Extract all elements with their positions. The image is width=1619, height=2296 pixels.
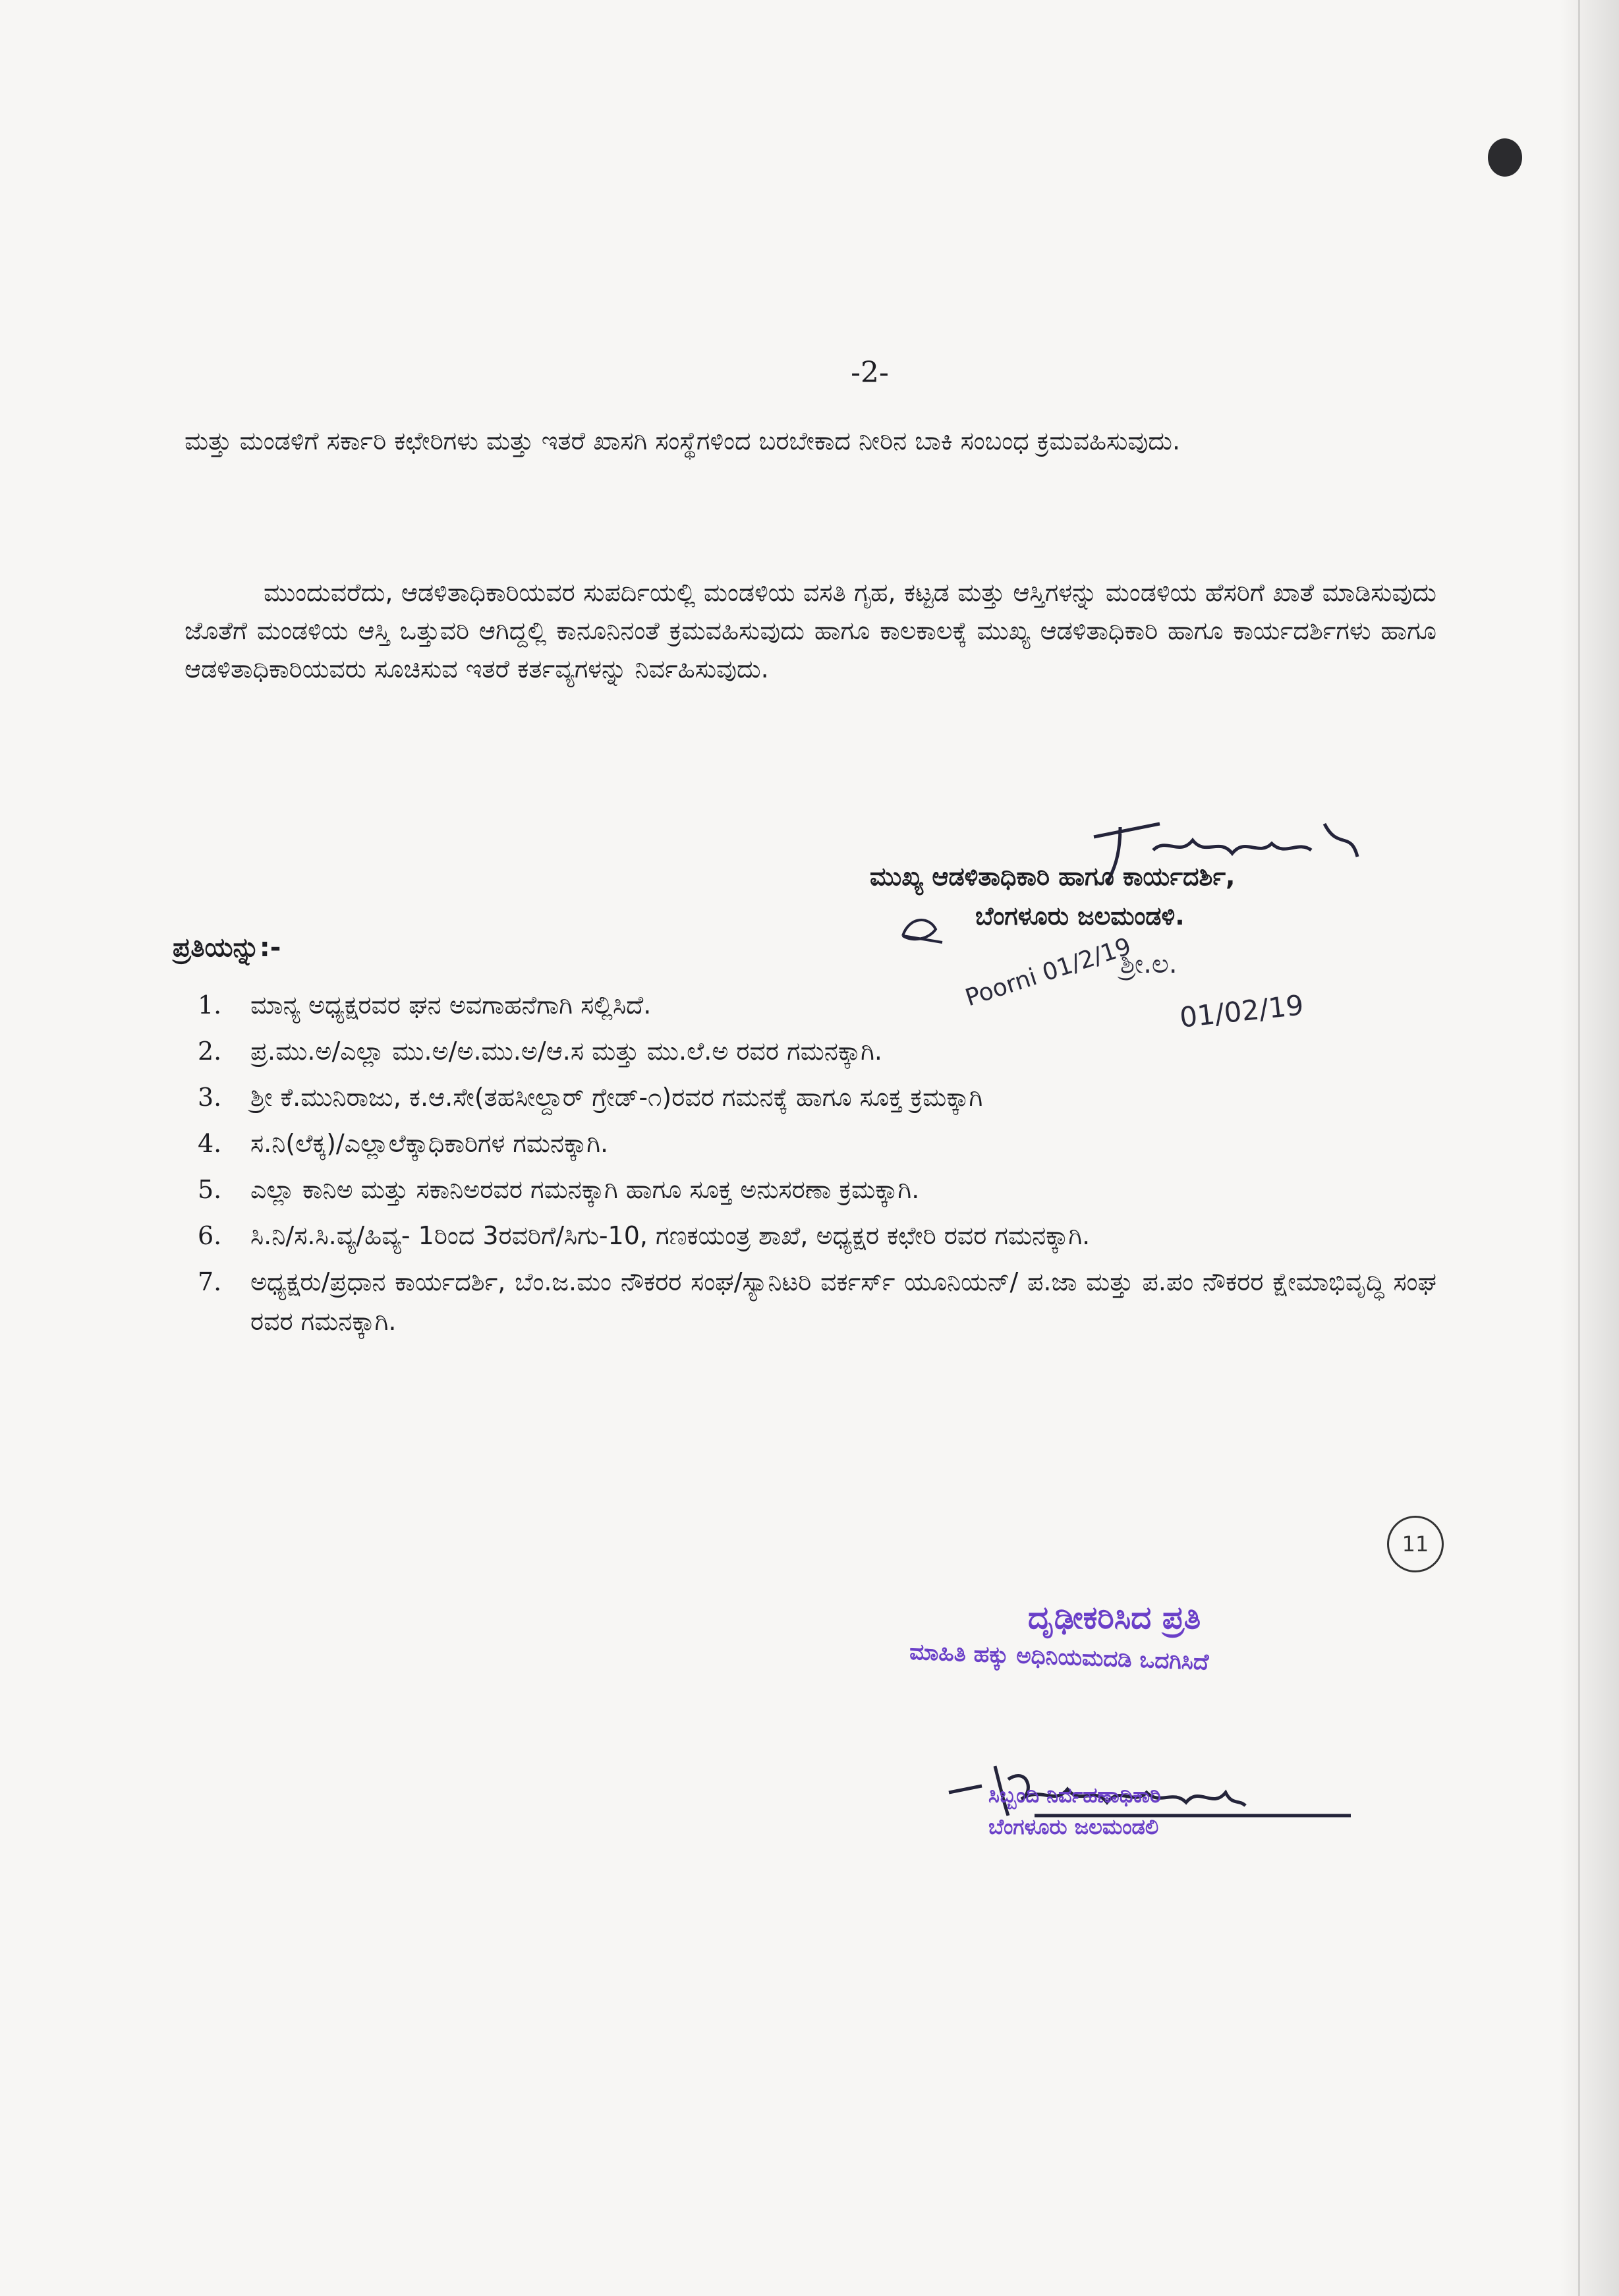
list-item — [198, 1262, 1436, 1341]
list-item — [198, 1031, 1436, 1071]
list-item-text: ಅಧ್ಯಕ್ಷರು/ಪ್ರಧಾನ ಕಾರ್ಯದರ್ಶಿ, ಬೆಂ.ಜ.ಮಂ ನೌಕರರ ಸಂಘ/ಸ್ಯಾನಿಟರಿ ವರ್ಕರ್ಸ್ ಯೂನಿಯನ್/ ಪ.ಜಾ ಮತ್ತು ಪ.ಪಂ ನೌಕರರ ಕ್ಷೇಮಾಭಿವೃದ್ಧಿ ಸಂಘ ರವರ ಗಮನಕ್ಕಾಗಿ. — [250, 1267, 1436, 1336]
list-item — [198, 1124, 1436, 1163]
page-number: -2- — [851, 356, 889, 389]
paragraph-main: ಮುಂದುವರೆದು, ಆಡಳಿತಾಧಿಕಾರಿಯವರ ಸುಪರ್ದಿಯಲ್ಲಿ ಮಂಡಳಿಯ ವಸತಿ ಗೃಹ, ಕಟ್ಟಡ ಮತ್ತು ಆಸ್ತಿಗಳನ್ನು ಮಂಡಳಿಯ ಹೆಸರಿಗೆ ಖಾತೆ ಮಾಡಿಸುವುದು ಜೊತೆಗೆ ಮಂಡಳಿಯ ಆಸ್ತಿ ಒತ್ತುವರಿ ಆಗಿದ್ದಲ್ಲಿ ಕಾನೂನಿನಂತೆ ಕ್ರಮವಹಿಸುವುದು ಹಾಗೂ ಕಾಲಕಾಲಕ್ಕೆ ಮುಖ್ಯ ಆಡಳಿತಾಧಿಕಾರಿ ಹಾಗೂ ಕಾರ್ಯದರ್ಶಿಗಳು ಹಾಗೂ ಆಡಳಿತಾಧಿಕಾರಿಯವರು ಸೂಚಿಸುವ ಇತರೆ ಕರ್ತವ್ಯಗಳನ್ನು ನಿರ್ವಹಿಸುವುದು. — [185, 578, 1436, 683]
certified-copy-stamp — [909, 1595, 1410, 1680]
list-item-number: 1. — [198, 990, 222, 1019]
list-item-text: ಪ್ರ.ಮು.ಅ/ಎಲ್ಲಾ ಮು.ಅ/ಅ.ಮು.ಅ/ಆ.ಸ ಮತ್ತು ಮು.ಲೆ.ಅ ರವರ ಗಮನಕ್ಕಾಗಿ. — [250, 1037, 882, 1066]
initials-scribble-icon — [896, 909, 949, 949]
signatory-office: ಬೆಂಗಳೂರು ಜಲಮಂಡಳಿ. — [975, 902, 1185, 931]
circled-page-marker: 11 — [1387, 1516, 1444, 1572]
list-item — [198, 1077, 1436, 1117]
stamp-subtitle: ಮಾಹಿತಿ ಹಕ್ಕು ಅಧಿನಿಯಮದಡಿ ಒದಗಿಸಿದೆ — [909, 1638, 1209, 1676]
signatory-designation: ಮುಖ್ಯ ಆಡಳಿತಾಧಿಕಾರಿ ಹಾಗೂ ಕಾರ್ಯದರ್ಶಿ, — [870, 862, 1236, 891]
list-item-number: 6. — [198, 1221, 222, 1250]
paragraph-continued: ಮತ್ತು ಮಂಡಳಿಗೆ ಸರ್ಕಾರಿ ಕಛೇರಿಗಳು ಮತ್ತು ಇತರೆ ಖಾಸಗಿ ಸಂಸ್ಥೆಗಳಿಂದ ಬರಬೇಕಾದ ನೀರಿನ ಬಾಕಿ ಸಂಬಂಧ ಕ್ರಮವಹಿಸುವುದು. — [185, 426, 1181, 455]
copies-heading: ಪ್ರತಿಯನ್ನು:- — [173, 933, 281, 963]
initials-handwritten-note: Poorni 01/2/19 — [962, 933, 1135, 1012]
page-edge-shadow — [1560, 0, 1619, 2296]
list-item-number: 5. — [198, 1175, 222, 1204]
list-item — [198, 985, 1436, 1025]
list-item-number: 4. — [198, 1129, 222, 1158]
list-item-text: ಶ್ರೀ ಕೆ.ಮುನಿರಾಜು, ಕ.ಆ.ಸೇ(ತಹಸೀಲ್ದಾರ್ ಗ್ರೇಡ್-೧)ರವರ ಗಮನಕ್ಕೆ ಹಾಗೂ ಸೂಕ್ತ ಕ್ರಮಕ್ಕಾಗಿ — [250, 1083, 983, 1112]
copies-list — [198, 985, 1436, 1348]
list-item-text: ಮಾನ್ಯ ಅಧ್ಯಕ್ಷರವರ ಘನ ಅವಗಾಹನೆಗಾಗಿ ಸಲ್ಲಿಸಿದೆ. — [250, 990, 652, 1019]
list-item-text: ಸ.ನಿ(ಲೆಕ್ಕ)/ಎಲ್ಲಾಲೆಕ್ಕಾಧಿಕಾರಿಗಳ ಗಮನಕ್ಕಾಗಿ. — [250, 1129, 609, 1158]
handwritten-date: 01/02/19 — [1178, 989, 1305, 1034]
list-item-number: 7. — [198, 1267, 222, 1296]
list-item — [198, 1216, 1436, 1255]
officer-designation: ಸಿಬ್ಬಂದಿ ನಿರ್ವಹಣಾಧಿಕಾರಿ — [988, 1783, 1161, 1808]
list-item-number: 2. — [198, 1037, 222, 1066]
list-item-text: ಸಿ.ನಿ/ಸ.ಸಿ.ವ್ಯ/ಹಿವ್ಯ- 1ರಿಂದ 3ರವರಿಗೆ/ಸಿಗು-10, ಗಣಕಯಂತ್ರ ಶಾಖೆ, ಅಧ್ಯಕ್ಷರ ಕಛೇರಿ ರವರ ಗಮನಕ್ಕಾಗಿ. — [250, 1221, 1091, 1250]
officer-office: ಬೆಂಗಳೂರು ಜಲಮಂಡಲಿ — [988, 1814, 1159, 1839]
list-item — [198, 1170, 1436, 1209]
officer-stamp — [988, 1779, 1410, 1843]
page-edge-line — [1578, 0, 1580, 2296]
signature-block — [870, 857, 1430, 936]
list-item-text: ಎಲ್ಲಾ ಕಾನಿಅ ಮತ್ತು ಸಕಾನಿಅರವರ ಗಮನಕ್ಕಾಗಿ ಹಾಗೂ ಸೂಕ್ತ ಅನುಸರಣಾ ಕ್ರಮಕ್ಕಾಗಿ. — [250, 1175, 920, 1204]
stamp-title: ದೃಢೀಕರಿಸಿದ ಪ್ರತಿ — [1028, 1599, 1201, 1636]
list-item-number: 3. — [198, 1083, 222, 1112]
handwritten-abbreviation: ಶ್ರೀ.ಲ. — [1120, 949, 1178, 979]
punch-hole-icon — [1488, 138, 1522, 177]
